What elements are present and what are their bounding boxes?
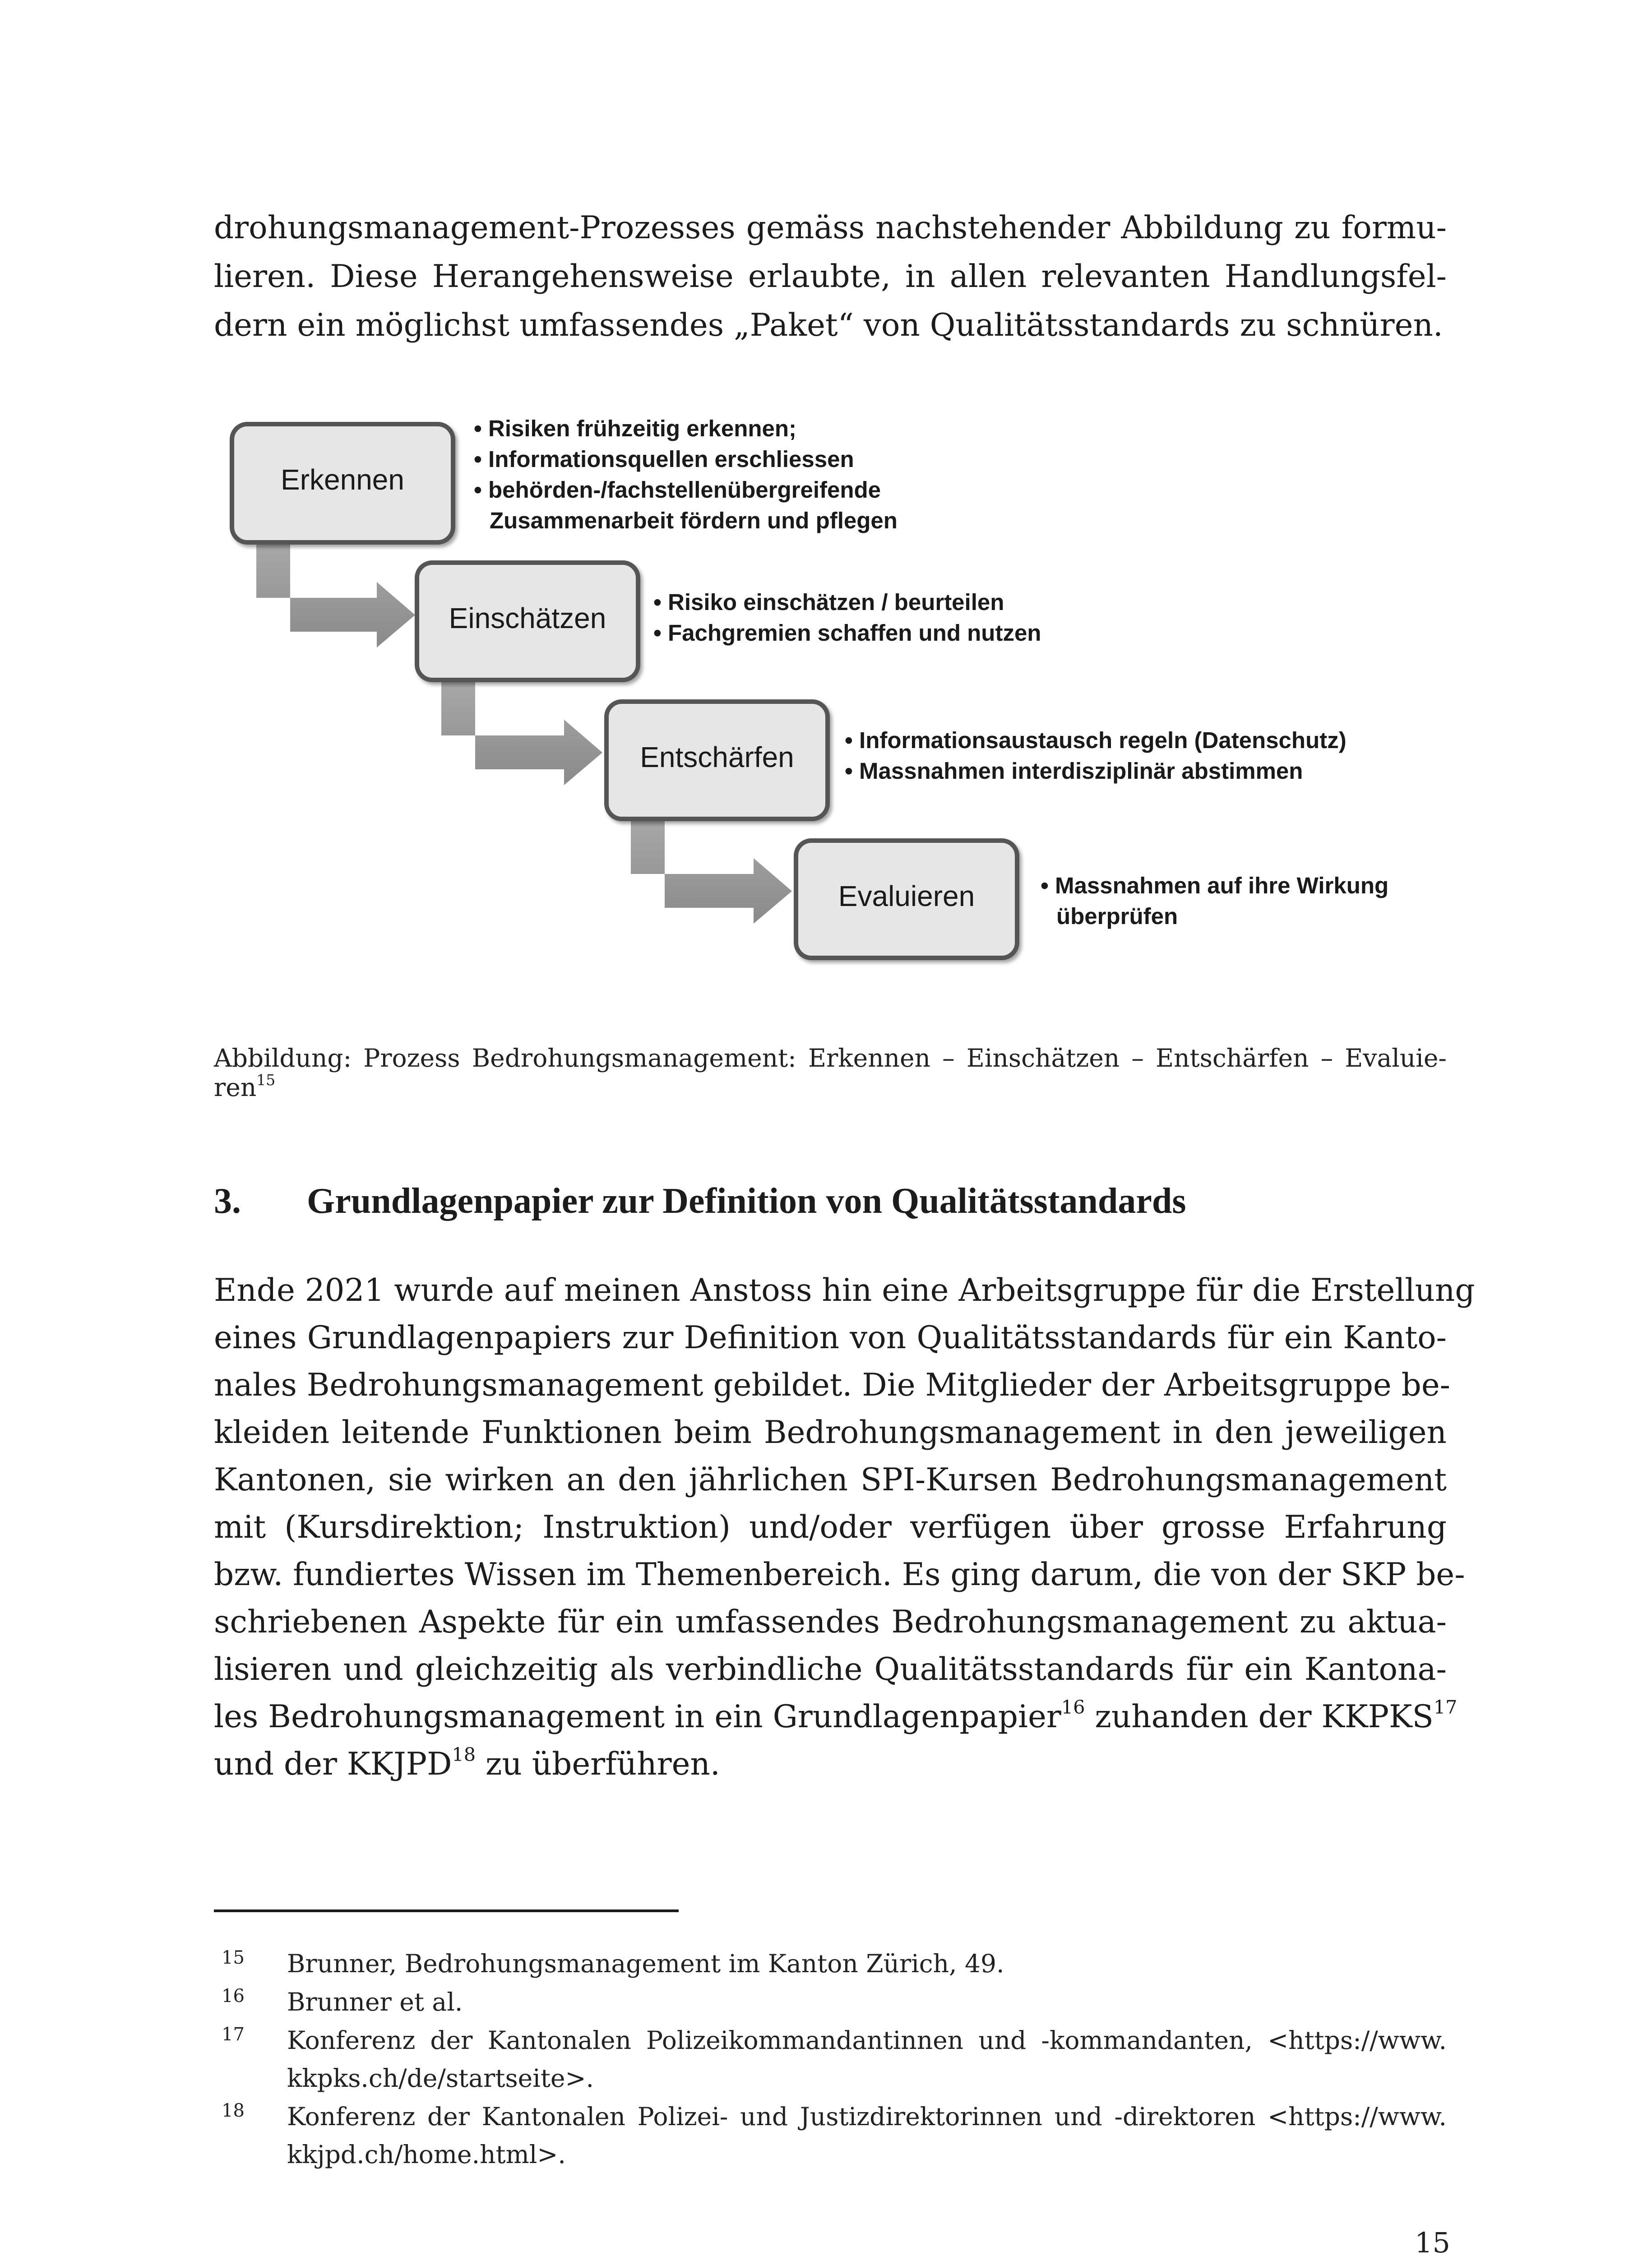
arrow-connector-2 bbox=[441, 680, 602, 785]
text-line: Ende 2021 wurde auf meinen Anstoss hin eine Arbeitsgruppe für die Erstellung bbox=[214, 1272, 1475, 1308]
step-label: Evaluieren bbox=[838, 880, 975, 912]
footnote-mark: 18 bbox=[222, 2100, 245, 2121]
footnote-line: Brunner et al. bbox=[287, 1988, 463, 2016]
section-title: Grundlagenpapier zur Definition von Qualitätsstandards bbox=[307, 1181, 1186, 1221]
step-entschaerfen bbox=[606, 702, 1347, 819]
step-bullet: • Fachgremien schaffen und nutzen bbox=[653, 620, 1041, 646]
step-bullet: • Massnahmen auf ihre Wirkung bbox=[1041, 873, 1389, 898]
arrow-connector-3 bbox=[631, 819, 792, 924]
text-line: drohungsmanagement-Prozesses gemäss nachstehender Abbildung zu formu- bbox=[214, 210, 1447, 246]
step-bullet: • Informationsaustausch regeln (Datenschutz) bbox=[845, 727, 1347, 753]
text-line: lisieren und gleichzeitig als verbindliche Qualitätsstandards für ein Kantona- bbox=[214, 1651, 1447, 1687]
arrow-connector-1 bbox=[256, 544, 415, 647]
text-line: Kantonen, sie wirken an den jährlichen SPI-Kursen Bedrohungsmanagement bbox=[214, 1462, 1447, 1498]
caption-line bbox=[214, 1073, 1447, 1102]
text-line: nales Bedrohungsmanagement gebildet. Die Mitglieder der Arbeitsgruppe be- bbox=[214, 1367, 1450, 1403]
text-line: dern ein möglichst umfassendes „Paket“ von Qualitätsstandards zu schnüren. bbox=[214, 307, 1443, 343]
text-span: und der KKJPD bbox=[214, 1746, 452, 1782]
footnote-line: Konferenz der Kantonalen Polizeikommandantinnen und -kommandanten, <https://www. bbox=[287, 2026, 1447, 2055]
step-erkennen bbox=[232, 416, 898, 542]
step-evaluieren bbox=[796, 841, 1388, 958]
footnote-separator bbox=[214, 1909, 679, 1912]
text-line bbox=[214, 1696, 1458, 1735]
step-bullet: Zusammenarbeit fördern und pflegen bbox=[490, 508, 898, 533]
text-line: eines Grundlagenpapiers zur Definition von Qualitätsstandards für ein Kanto- bbox=[214, 1320, 1447, 1356]
footnote-mark: 16 bbox=[222, 1986, 245, 2006]
text-line: bzw. fundiertes Wissen im Themenbereich. Es ging darum, die von der SKP be- bbox=[214, 1557, 1465, 1593]
footnote-ref[interactable]: 18 bbox=[452, 1743, 476, 1766]
footnote-mark: 15 bbox=[222, 1947, 245, 1968]
section-number: 3. bbox=[214, 1181, 241, 1221]
step-label: Erkennen bbox=[281, 463, 404, 496]
step-bullet: • Risiko einschätzen / beurteilen bbox=[653, 589, 1004, 615]
footnote-line: Brunner, Bedrohungsmanagement im Kanton Zürich, 49. bbox=[287, 1949, 1004, 1978]
process-diagram bbox=[217, 408, 1448, 995]
footnote-line: kkpks.ch/de/startseite>. bbox=[287, 2064, 594, 2093]
text-span: zu überführen. bbox=[476, 1746, 720, 1782]
caption-line: Abbildung: Prozess Bedrohungsmanagement: Erkennen – Einschätzen – Entschärfen – Evaluie- bbox=[214, 1044, 1447, 1073]
text-line bbox=[214, 1743, 1447, 1782]
text-line: lieren. Diese Herangehensweise erlaubte, in allen relevanten Handlungsfel- bbox=[214, 259, 1447, 295]
section-heading bbox=[214, 1181, 1447, 1226]
caption-text: ren bbox=[214, 1073, 257, 1102]
step-bullet: • Massnahmen interdisziplinär abstimmen bbox=[845, 758, 1303, 784]
text-line: schriebenen Aspekte für ein umfassendes Bedrohungsmanagement zu aktua- bbox=[214, 1604, 1447, 1640]
page-number: 15 bbox=[1415, 2226, 1450, 2256]
footnote-ref[interactable]: 16 bbox=[1061, 1696, 1085, 1718]
step-bullet: • Risiken frühzeitig erkennen; bbox=[474, 416, 796, 441]
step-label: Entschärfen bbox=[640, 741, 794, 773]
text-line: mit (Kursdirektion; Instruktion) und/oder verfügen über grosse Erfahrung bbox=[214, 1509, 1447, 1545]
footnote-mark: 17 bbox=[222, 2024, 245, 2045]
step-label: Einschätzen bbox=[449, 602, 606, 634]
step-bullet: überprüfen bbox=[1056, 903, 1178, 929]
step-bullet: • Informationsquellen erschliessen bbox=[474, 446, 854, 472]
footnote-ref[interactable]: 15 bbox=[256, 1071, 276, 1089]
footnote-ref[interactable]: 17 bbox=[1433, 1696, 1458, 1718]
step-bullet: • behörden-/fachstellenübergreifende bbox=[474, 477, 881, 503]
text-span: zuhanden der KKPKS bbox=[1085, 1699, 1434, 1735]
text-line: kleiden leitende Funktionen beim Bedrohungsmanagement in den jeweiligen bbox=[214, 1415, 1447, 1451]
footnote-line: Konferenz der Kantonalen Polizei- und Justizdirektorinnen und -direktoren <https://www. bbox=[287, 2102, 1447, 2131]
text-span: les Bedrohungsmanagement in ein Grundlagenpapier bbox=[214, 1699, 1061, 1735]
footnote-line: kkjpd.ch/home.html>. bbox=[287, 2140, 566, 2169]
step-einschaetzen bbox=[417, 563, 1041, 680]
